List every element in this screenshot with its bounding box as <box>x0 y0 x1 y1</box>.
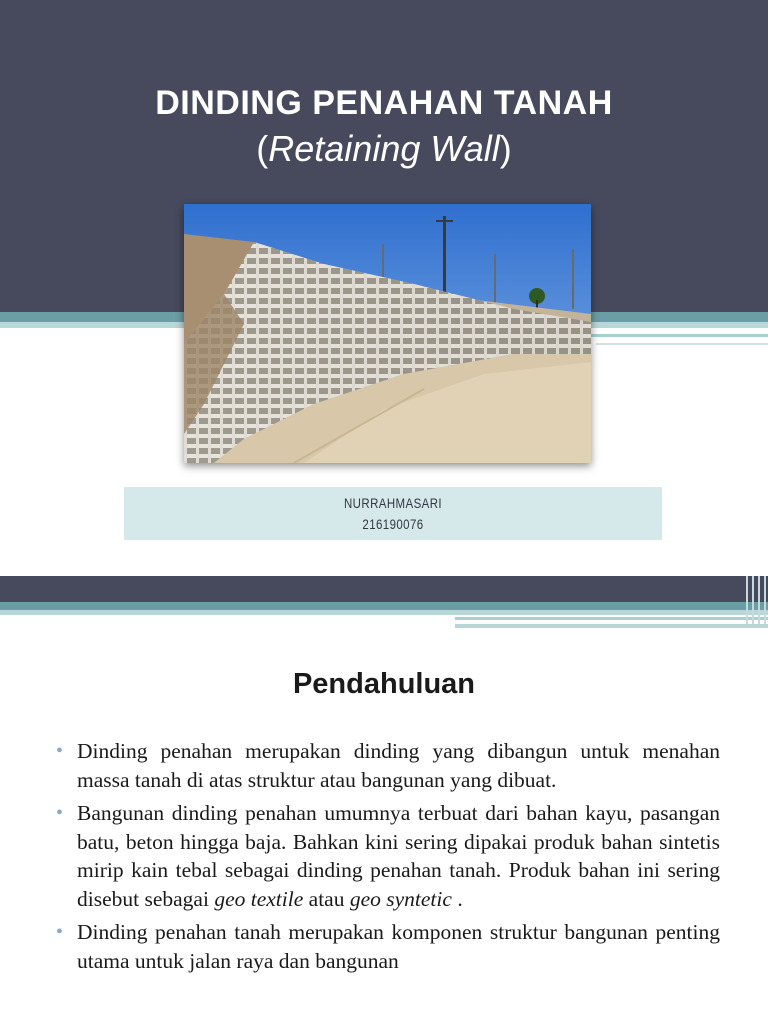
content-slide <box>0 576 768 1024</box>
bullet-text: Dinding penahan tanah merupakan komponen struktur bangunan penting utama untuk jalan raya dan bangunan <box>77 920 720 973</box>
subtitle-paren-open: ( <box>256 128 269 169</box>
section-title: Pendahuluan <box>292 668 476 700</box>
bullet-list <box>56 737 720 980</box>
author-name: NURRAHMASARI <box>343 495 443 511</box>
slide-subtitle <box>0 128 768 170</box>
bullet-text: Bangunan dinding penahan umumnya terbuat dari bahan kayu, pasangan batu, beton hingga baja. Bahkan kini sering dipakai produk bahan sintetis mirip kain tebal sebagai dinding penahan tanah. Produk bahan ini sering disebut sebagai <box>77 801 720 911</box>
subtitle-text: Retaining Wall <box>268 128 500 169</box>
slide2-accent-tick <box>746 576 748 624</box>
subtitle-paren-close: ) <box>499 128 512 169</box>
bullet-text: atau <box>303 886 350 911</box>
bullet-italic-term: geo textile <box>214 886 304 911</box>
bullet-item <box>56 737 720 794</box>
slide2-accent-stripe-light <box>0 610 768 615</box>
bullet-item <box>56 918 720 975</box>
slide2-accent-tick <box>752 576 754 624</box>
slide1-accent-line <box>596 343 768 345</box>
author-student-id: 216190076 <box>362 516 424 532</box>
bullet-text: . <box>451 886 463 911</box>
slide2-accent-stripe <box>0 602 768 610</box>
slide2-header-band <box>0 576 768 602</box>
slide2-accent-tick <box>764 576 766 624</box>
slide2-accent-line <box>455 617 768 620</box>
author-info-box <box>124 487 662 540</box>
slide-title: DINDING PENAHAN TANAH <box>155 84 613 122</box>
bullet-text: Dinding penahan merupakan dinding yang dibangun untuk menahan massa tanah di atas struktur atau bangunan yang dibuat. <box>77 739 720 792</box>
slide1-accent-line <box>590 334 768 337</box>
slide2-accent-line <box>455 624 768 628</box>
bullet-italic-term: geo syntetic <box>349 886 452 911</box>
slide2-accent-tick <box>758 576 760 624</box>
bullet-item <box>56 799 720 913</box>
retaining-wall-photo <box>184 204 591 463</box>
